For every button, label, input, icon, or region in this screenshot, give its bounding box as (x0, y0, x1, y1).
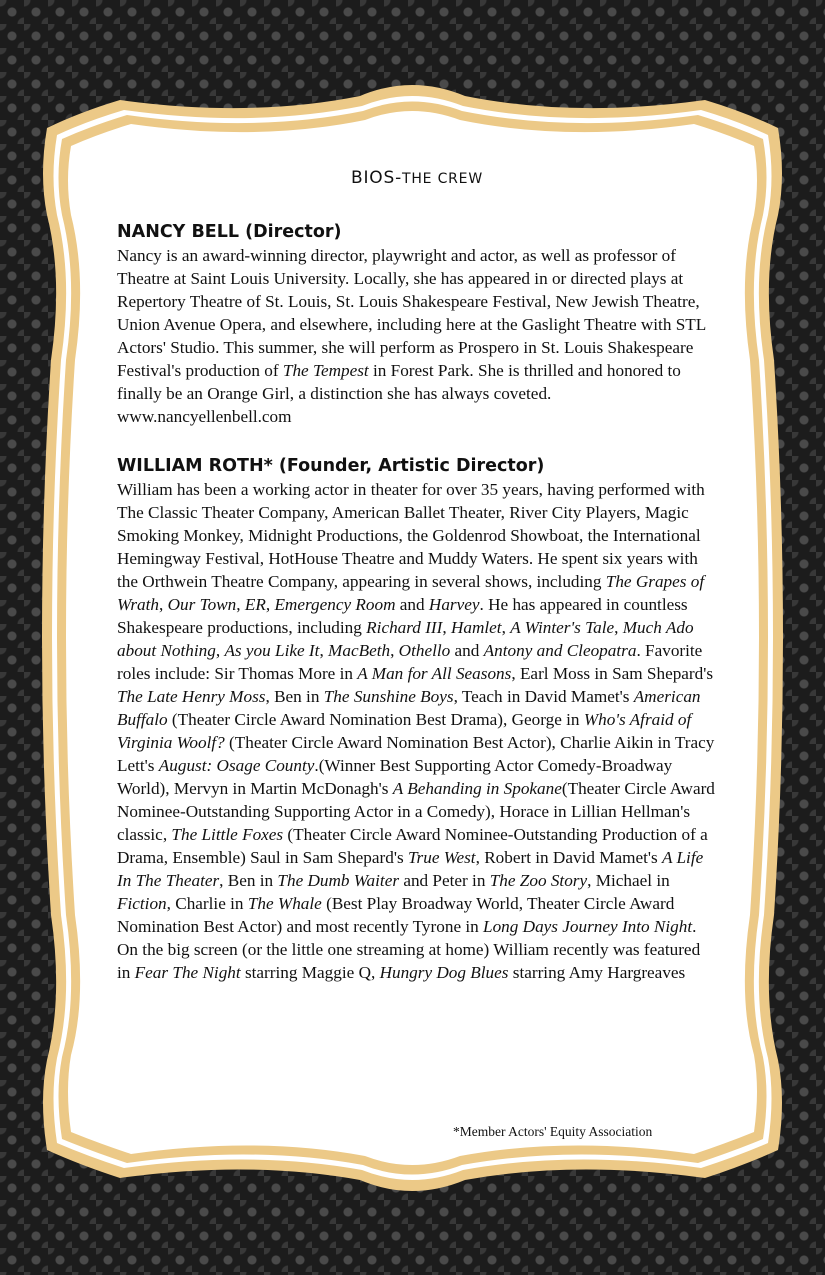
bio-text-segment: . Favorite roles include: Sir Thomas More in (117, 641, 703, 683)
bio-text-segment: , (319, 641, 329, 660)
bio-text-segment: (Theater Circle Award Nomination Best Actor), Charlie Aikin in Tracy Lett's (117, 733, 715, 775)
bio-text-segment: (Theater Circle Award Nominee-Outstanding Production of a Drama, Ensemble) Saul in Sam Shepard's (117, 825, 708, 867)
bio-text-segment: , (159, 595, 168, 614)
bio-text-segment: in Forest Park. She is thrilled and honored to finally be an Orange Girl, a distinction she has always coveted. www.nancyellenbell.com (117, 361, 681, 426)
work-title: Richard III (366, 618, 443, 637)
bio-text-segment: and (395, 595, 429, 614)
work-title: Our Town (167, 595, 237, 614)
bio-text-segment: , (236, 595, 245, 614)
bio-text (117, 478, 717, 984)
work-title: August: Osage County (158, 756, 315, 775)
bio-text-segment: , (390, 641, 399, 660)
bio-text-segment: , (501, 618, 511, 637)
work-title: The Tempest (282, 361, 369, 380)
bio-heading: WILLIAM ROTH* (Founder, Artistic Director) (117, 456, 545, 476)
work-title: ER (244, 595, 266, 614)
work-title: Fear The Night (134, 963, 241, 982)
bio-text-segment: (Theater Circle Award Nominee-Outstanding Supporting Actor in a Comedy), Horace in Lillian Hellman's classic, (117, 779, 715, 844)
bio-text-segment: (Theater Circle Award Nomination Best Drama), George in (167, 710, 584, 729)
page-title (117, 168, 717, 188)
work-title: Hungry Dog Blues (379, 963, 509, 982)
equity-footnote: *Member Actors' Equity Association (453, 1124, 653, 1139)
work-title: The Whale (247, 894, 322, 913)
work-title: The Little Foxes (171, 825, 284, 844)
page-title-sub: THE CREW (402, 171, 483, 187)
work-title: A Winter's Tale (510, 618, 615, 637)
work-title: Who's Afraid of Virginia Woolf? (117, 710, 692, 752)
work-title: A Man for All Seasons (357, 664, 512, 683)
work-title: American Buffalo (117, 687, 701, 729)
bio-text-segment: , (215, 641, 225, 660)
work-title: Harvey (428, 595, 480, 614)
work-title: Long Days Journey Into Night (483, 917, 693, 936)
bio-text-segment: , (614, 618, 623, 637)
bio-text-segment: (Best Play Broadway World, Theater Circle Award Nomination Best Actor) and most recently Tyrone in (117, 894, 675, 936)
bio-text-segment: and Peter in (399, 871, 490, 890)
bio-text-segment: , Michael in (587, 871, 670, 890)
work-title: Othello (398, 641, 451, 660)
work-title: The Zoo Story (489, 871, 588, 890)
bio-text-segment: , (442, 618, 451, 637)
work-title: Antony and Cleopatra (483, 641, 637, 660)
work-title: Fiction (117, 894, 167, 913)
bio-text-segment: , Ben in (265, 687, 324, 706)
bios-content (117, 168, 717, 1010)
bio-text-segment: . He has appeared in countless Shakespeare productions, including (117, 595, 688, 637)
page-title-main: BIOS- (351, 168, 402, 188)
bio-text-segment: starring Maggie Q, (240, 963, 380, 982)
work-title: MacBeth (328, 641, 391, 660)
bio-heading: NANCY BELL (Director) (117, 222, 342, 242)
bio-text-segment: . On the big screen (or the little one streaming at home) William recently was featured in (117, 917, 701, 982)
bio-text-segment: , Robert in David Mamet's (475, 848, 662, 867)
work-title: As you Like It (224, 641, 320, 660)
bio-text-segment: starring Amy Hargreaves (508, 963, 686, 982)
work-title: True West (407, 848, 476, 867)
work-title: A Life In The Theater (117, 848, 704, 890)
bio-text-segment: , Teach in David Mamet's (453, 687, 634, 706)
bio-text (117, 244, 717, 428)
bio-text-segment: William has been a working actor in theater for over 35 years, having performed with The Classic Theater Company, American Ballet Theater, River City Players, Magic Smoking Monkey, Midnight Productions, the Goldenrod Showboat, the International Hemingway Festival, HotHouse Theatre and Muddy Waters. He spent six years with the Orthwein Theatre Company, appearing in several shows, including (117, 480, 705, 591)
bio-william-roth (117, 454, 717, 984)
bio-text-segment: Nancy is an award-winning director, playwright and actor, as well as professor of Theatre at Saint Louis University. Locally, she has appeared in or directed plays at Repertory Theatre of St. Louis, St. Louis Shakespeare Festival, New Jewish Theatre, Union Avenue Opera, and elsewhere, including here at the Gaslight Theatre with STL Actors' Studio. This summer, she will perform as Prospero in St. Louis Shakespeare Festival's production of (117, 246, 706, 380)
bio-text-segment: , Ben in (219, 871, 278, 890)
bio-nancy-bell (117, 220, 717, 428)
bio-text-segment: .(Winner Best Supporting Actor Comedy-Broadway World), Mervyn in Martin McDonagh's (117, 756, 673, 798)
bio-text-segment: , Charlie in (166, 894, 248, 913)
bio-text-segment: , (265, 595, 275, 614)
work-title: The Late Henry Moss (117, 687, 266, 706)
work-title: Much Ado about Nothing (117, 618, 694, 660)
work-title: Emergency Room (274, 595, 396, 614)
work-title: The Grapes of Wrath (117, 572, 705, 614)
bio-text-segment: , Earl Moss in Sam Shepard's (511, 664, 714, 683)
bio-text-segment: and (450, 641, 484, 660)
work-title: The Sunshine Boys (323, 687, 454, 706)
work-title: Hamlet (450, 618, 502, 637)
work-title: A Behanding in Spokane (392, 779, 562, 798)
work-title: The Dumb Waiter (277, 871, 400, 890)
